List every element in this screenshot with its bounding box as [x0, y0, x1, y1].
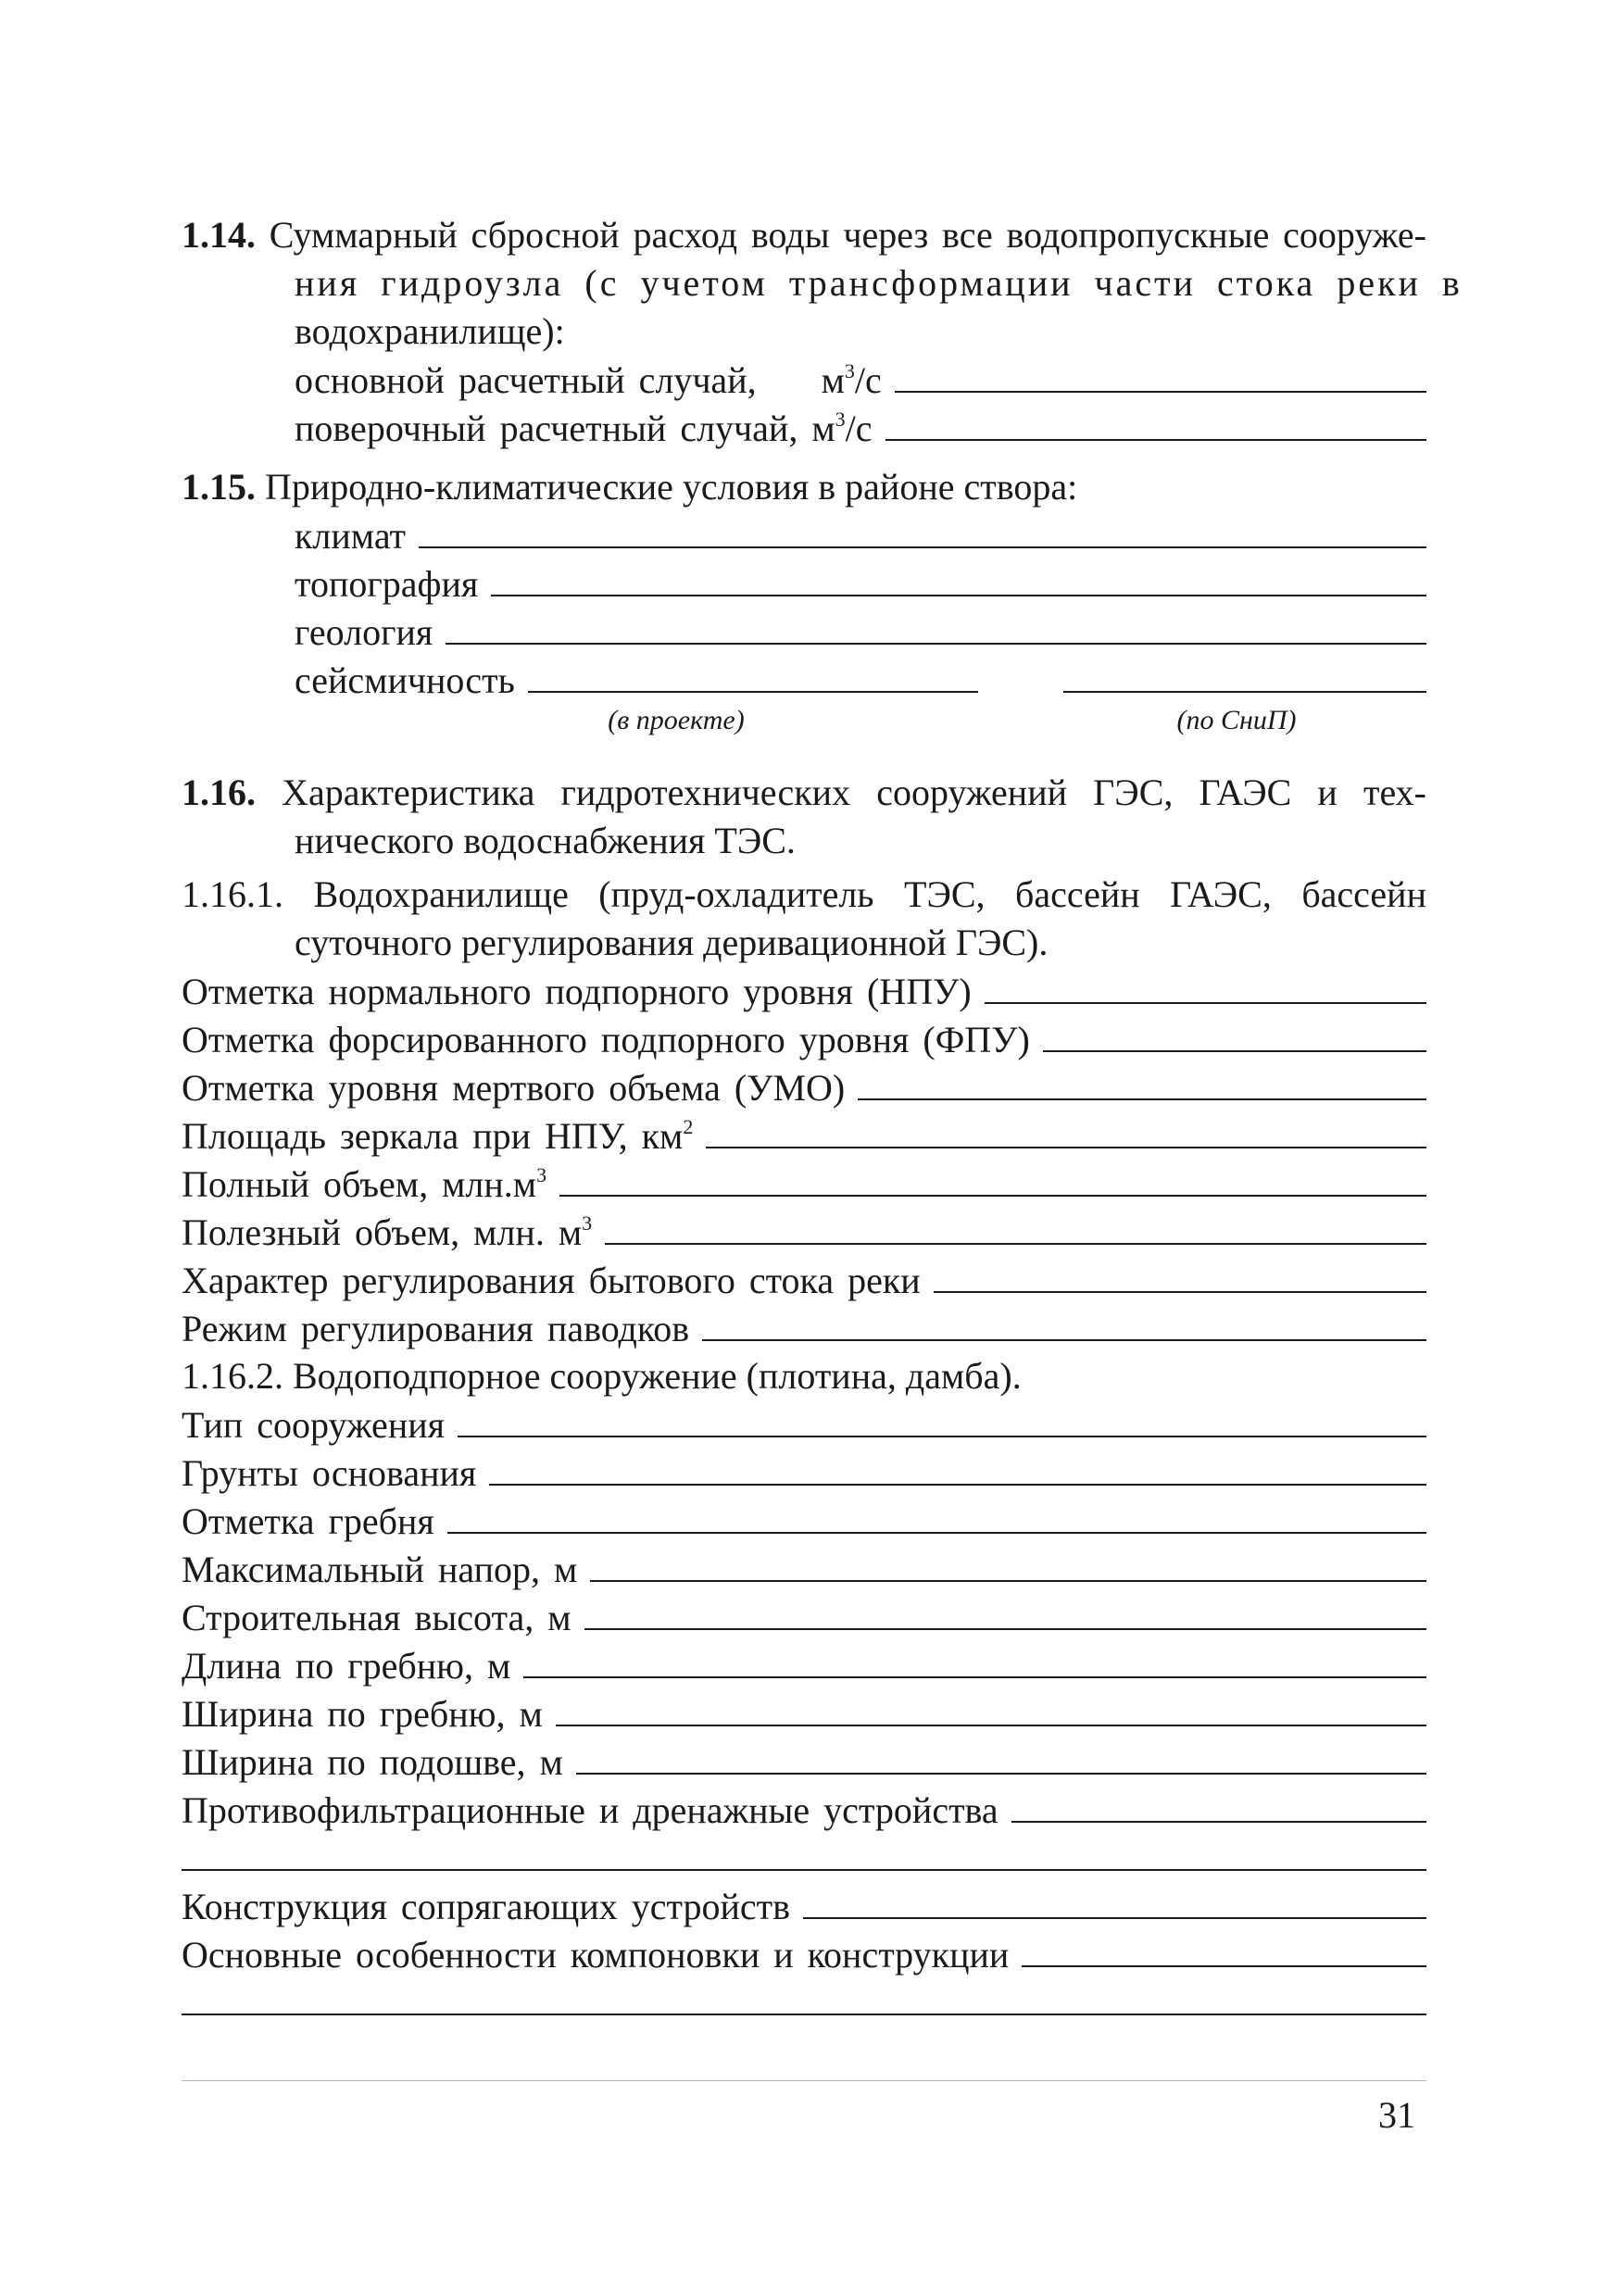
field-layout-features-continued — [182, 1978, 1426, 2026]
subsection-1-16-2: 1.16.2. Водоподпорное сооружение (плотина, дамба). — [182, 1355, 1022, 1397]
field-topography — [295, 559, 1426, 608]
blank-line[interactable] — [419, 511, 1426, 548]
field-crest-mark — [182, 1497, 1426, 1545]
field-label: Полезный объем, млн. $м^3$ — [182, 1211, 593, 1253]
field-geology — [295, 608, 1426, 656]
blank-line[interactable] — [556, 1689, 1426, 1726]
field-fpu — [182, 1015, 1426, 1063]
field-main-case-discharge — [295, 356, 1426, 404]
blank-line[interactable] — [605, 1208, 1426, 1245]
field-climate — [295, 511, 1426, 559]
field-label: поверочный расчетный случай, $м^3/с$ — [295, 408, 873, 449]
field-base-soils — [182, 1449, 1426, 1497]
field-label: Конструкция сопрягающих устройств — [182, 1886, 790, 1927]
field-base-width — [182, 1738, 1426, 1786]
section-1-16-line-2: нического водоснабжения ТЭС. — [295, 820, 796, 861]
field-drainage-devices-continued — [182, 1834, 1426, 1882]
blank-line[interactable] — [985, 967, 1426, 1004]
blank-line[interactable] — [702, 1304, 1426, 1341]
field-useful-volume — [182, 1208, 1426, 1256]
blank-line[interactable] — [491, 559, 1426, 596]
field-label: климат — [295, 515, 407, 557]
subsection-1-16-1-line-1: 1.16.1. Водохранилище (пруд-охладитель ТЭС, бассейн ГАЭС, бассейн — [182, 873, 1426, 915]
section-number: 1.15. — [182, 466, 256, 508]
note-per-snip: (по СниП) — [1176, 705, 1297, 735]
field-label: геология — [295, 611, 433, 653]
field-max-head — [182, 1545, 1426, 1593]
subsection-1-16-1-line-2: суточного регулирования деривационной ГЭС). — [295, 922, 1049, 963]
blank-line[interactable] — [559, 1160, 1426, 1197]
field-full-volume — [182, 1160, 1426, 1208]
field-label: основной расчетный случай, — [295, 359, 757, 401]
field-drainage-devices — [182, 1786, 1426, 1834]
field-label: Площадь зеркала при НПУ, $км^2$ — [182, 1115, 694, 1157]
blank-line[interactable] — [447, 1497, 1426, 1534]
field-label: Отметка форсированного подпорного уровня (ФПУ) — [182, 1019, 1030, 1060]
blank-line[interactable] — [523, 1641, 1426, 1678]
field-label: Отметка нормального подпорного уровня (НПУ) — [182, 971, 972, 1012]
field-label: Ширина по подошве, м — [182, 1741, 563, 1783]
field-crest-width — [182, 1689, 1426, 1738]
blank-line[interactable] — [895, 356, 1426, 393]
blank-line[interactable] — [584, 1593, 1426, 1630]
page-number: 31 — [1378, 2094, 1415, 2136]
section-1-16-line-1 — [182, 769, 1426, 817]
field-npu — [182, 967, 1426, 1015]
field-flood-regulation — [182, 1304, 1426, 1352]
blank-line[interactable] — [803, 1882, 1426, 1919]
field-label: Грунты основания — [182, 1452, 477, 1494]
field-flow-regulation — [182, 1256, 1426, 1304]
field-umo — [182, 1063, 1426, 1111]
field-seismicity — [295, 656, 1426, 704]
field-build-height — [182, 1593, 1426, 1641]
blank-line[interactable] — [1043, 1015, 1426, 1052]
blank-line[interactable] — [706, 1111, 1426, 1148]
field-label: Отметка уровня мертвого объема (УМО) — [182, 1067, 846, 1109]
blank-line[interactable] — [858, 1063, 1426, 1100]
field-label: Максимальный напор, м — [182, 1549, 578, 1590]
field-label: Строительная высота, м — [182, 1597, 571, 1638]
section-number: 1.14. — [182, 214, 256, 256]
field-label: Режим регулирования паводков — [182, 1308, 690, 1349]
field-label: топография — [295, 563, 479, 605]
field-conjugation — [182, 1882, 1426, 1930]
field-label: Ширина по гребню, м — [182, 1693, 543, 1735]
field-structure-type — [182, 1400, 1426, 1449]
field-check-case-discharge — [295, 404, 1426, 452]
blank-line-snip[interactable] — [1063, 656, 1426, 693]
blank-line[interactable] — [446, 608, 1426, 645]
section-number: 1.16. — [182, 772, 256, 813]
section-text: Суммарный сбросной расход воды через все водопропускные сооруже- — [269, 214, 1426, 256]
blank-line[interactable] — [576, 1738, 1426, 1775]
section-text: Характеристика гидротехнических сооружений ГЭС, ГАЭС и тех- — [282, 772, 1427, 813]
field-surface-area — [182, 1111, 1426, 1160]
blank-line[interactable] — [885, 404, 1426, 441]
field-label: сейсмичность — [295, 659, 515, 701]
section-1-14-line-1 — [182, 211, 1426, 259]
blank-line-project[interactable] — [528, 656, 978, 693]
blank-line[interactable] — [590, 1545, 1426, 1582]
field-label: Полный объем, $млн.м^3$ — [182, 1163, 547, 1205]
blank-line[interactable] — [1022, 1930, 1426, 1967]
field-label: Длина по гребню, м — [182, 1645, 511, 1687]
blank-line[interactable] — [458, 1400, 1426, 1437]
field-label: Характер регулирования бытового стока реки — [182, 1260, 921, 1301]
field-label: Тип сооружения — [182, 1404, 446, 1446]
blank-line[interactable] — [182, 1978, 1426, 2015]
field-label: Основные особенности компоновки и конструкции — [182, 1934, 1010, 1976]
field-crest-length — [182, 1641, 1426, 1689]
blank-line[interactable] — [489, 1449, 1426, 1486]
blank-line[interactable] — [1011, 1786, 1426, 1823]
field-layout-features — [182, 1930, 1426, 1978]
section-1-14-line-3: водохранилище): — [295, 310, 565, 352]
section-1-15-title — [182, 463, 1426, 511]
note-in-project: (в проекте) — [608, 705, 745, 735]
section-text: Природно-климатические условия в районе створа: — [265, 466, 1078, 508]
blank-line[interactable] — [182, 1834, 1426, 1871]
blank-line[interactable] — [934, 1256, 1426, 1293]
footer-rule — [182, 2080, 1426, 2081]
field-label: Противофильтрационные и дренажные устройства — [182, 1789, 998, 1831]
section-1-14-line-2: ния гидроузла (с учетом трансформации части стока реки в — [295, 262, 1463, 304]
field-label: Отметка гребня — [182, 1500, 434, 1542]
unit-label: $м^3/с$ — [821, 359, 882, 401]
